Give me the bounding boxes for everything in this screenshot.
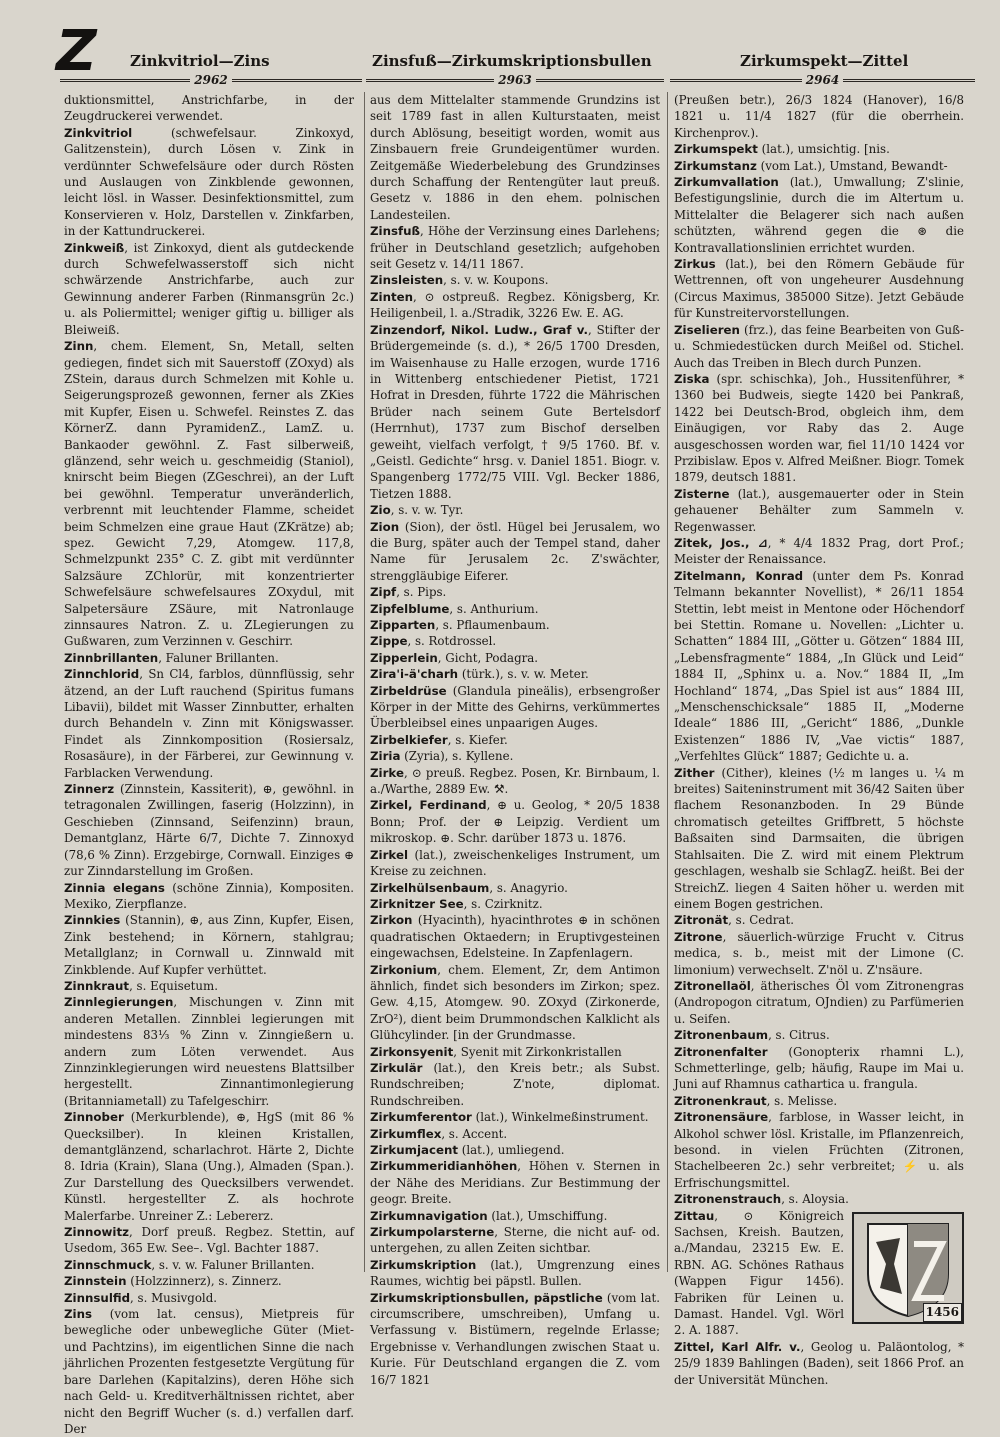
page-number-rule-left — [60, 72, 362, 88]
entry-keyword: Zirkumskriptionsbullen, päpstliche — [370, 1290, 603, 1305]
entry-text: , s. Melisse. — [766, 1093, 838, 1108]
entry-text: , s. v. w. Koupons. — [443, 273, 549, 288]
entry-text: , Dorf preuß. Regbez. Stettin, auf Usedom, 365 Ew. See–. Vgl. Bachter 1887. — [64, 1225, 354, 1256]
entry-text: , s. Anthurium. — [449, 601, 539, 616]
entry-text: (vom Lat.), Umstand, Bewandt- — [756, 158, 948, 173]
dictionary-entry — [64, 1290, 354, 1306]
entry-text: , Gicht, Podagra. — [437, 650, 539, 665]
entry-text: (Gonopterix rhamni L.), Schmetterlinge, gelb; häufig, Raupe im Mai u. Juni auf Rhamnus cathartica u. frangula. — [674, 1044, 964, 1092]
dictionary-entry — [64, 781, 354, 879]
dictionary-entry — [64, 1224, 354, 1257]
entry-keyword: Zirkelhülsenbaum — [370, 880, 490, 895]
entry-text: (Cither), kleines (½ m langes u. ¼ m breites) Saiteninstrument mit 36/42 Saiten über flachem Resonanzboden. In 29 Bünde chromatisch geteiltes Griffbrett, 5 höchste Baßsaiten sind Darmsaiten, die übrigen Stahlsaiten. Die Z. wird mit einem Plektrum geschlagen, weshalb sie SchlagZ. heißt. Bei der StreichZ. liegen 4 Saiten höher u. werden mit einem Bogen gestrichen. — [674, 765, 964, 911]
figure-number: 1456 — [923, 1303, 962, 1321]
entry-text: , s. Equisetum. — [129, 978, 218, 993]
entry-keyword: Zitronenkraut — [674, 1093, 767, 1108]
dictionary-entry — [674, 1339, 964, 1388]
entry-text: (lat.), Winkelmeßinstrument. — [471, 1110, 649, 1125]
dictionary-entry — [64, 1273, 354, 1289]
entry-text: , s. Pflaumenbaum. — [435, 618, 550, 632]
entry-keyword: Zirkumskription — [370, 1257, 477, 1272]
entry-text: , Höhen v. Sternen in der Nähe des Meridians. Zur Bestimmung der geogr. Breite. — [370, 1159, 660, 1207]
dictionary-entry — [64, 912, 354, 978]
dictionary-entry — [370, 633, 660, 649]
entry-text: (lat.), Umwallung; Z'slinie, Befestigungslinie, durch die im Altertum u. Mittelalter die Belagerer sich nach außen schützten, während gegen die ⊛ die Kontravallationslinien errichtet wurden. — [674, 175, 964, 255]
entry-keyword: Zitrone — [674, 929, 723, 944]
dictionary-entry — [370, 748, 660, 764]
entry-keyword: Ziska — [674, 371, 710, 386]
entry-text: (Merkurblende), ⊕, HgS (mit 86 % Quecksilber). In kleinen Kristallen, demantglänzend, scharlachrot. Härte 2, Dichte 8. Idria (Krain), Slana (Ung.), Almaden (Span.). Zur Darstellung des Quecksilbers verwendet. Künstl. hergestellter Z. als hochrote Malerfarbe. Unreiner Z.: Lebererz. — [64, 1110, 354, 1223]
entry-keyword: Zitronenstrauch — [674, 1192, 782, 1207]
dictionary-entry — [674, 1191, 964, 1207]
entry-text: (unter dem Ps. Konrad Telmann bekannter Novellist), * 26/11 1854 Stettin, lebt meist in Mentone oder Höchendorf bei Stettin. Romane u. Novellen: „Lichter u. Schatten“ 1884 III, „Götter u. Götzen“ 1884 III, „Lebensfragmente“ 1884, „In Glück und Leid“ 1884 II, „Sphinx u. a. Nov.“ 1884 II, „Im Hochland“ 1874, „Das Spiel ist aus“ 1884 III, „Menschenschicksale“ 1885 II, „Moderne Ideale“ 1886 III, „Gericht“ 1886, „Dunkle Existenzen“ 1886 IV, „Vae victis“ 1887, „Verfehltes Glück“ 1887; Gedichte u. a. — [674, 568, 964, 764]
entry-keyword: Zirkumstanz — [674, 158, 757, 173]
dictionary-entry — [674, 174, 964, 256]
dictionary-entry — [370, 1060, 660, 1109]
entry-text: , ätherisches Öl vom Zitronengras (Andropogon citratum, OJndien) zu Parfümerien u. Seifen. — [674, 978, 964, 1026]
dictionary-entry — [370, 289, 660, 322]
entry-keyword: Zinnstein — [64, 1274, 127, 1289]
page-number-left: 2962 — [194, 73, 228, 87]
entry-keyword: Zitronensäure — [674, 1110, 769, 1125]
entry-text: , * 4/4 1832 Prag, dort Prof.; Meister der Renaissance. — [674, 535, 964, 567]
entry-keyword: Zitronellaöl — [674, 978, 751, 993]
entry-text: , s. v. w. Tyr. — [390, 503, 464, 518]
entry-keyword: Zirkonium — [370, 962, 438, 977]
dictionary-entry — [674, 1093, 964, 1109]
entry-keyword: Zirkumpolarsterne — [370, 1225, 495, 1240]
entry-keyword: Zirkumjacent — [370, 1143, 458, 1157]
entry-keyword: Zirbeldrüse — [370, 683, 447, 698]
dictionary-entry — [370, 912, 660, 961]
entry-keyword: Ziria — [370, 749, 401, 764]
dictionary-entry — [370, 223, 660, 272]
header-left: Zinkvitriol—Zins — [130, 52, 270, 70]
dictionary-entry — [64, 338, 354, 650]
dictionary-entry — [64, 240, 354, 338]
entry-keyword: Zinnlegierungen — [64, 995, 174, 1010]
entry-text: aus dem Mittelalter stammende Grundzins ist seit 1789 fast in allen Kulturstaaten, meist durch Ablösung, beseitigt worden, womit aus Zinsbauern freie Grundeigentümer wurden. Zeitgemäße Wiederbelebung des Grundzinses durch Schaffung der Rentengüter laut preuß. Gesetz v. 1886 in den ehem. polnischen Landesteilen. — [370, 93, 660, 222]
entry-keyword: Zinnschmuck — [64, 1257, 152, 1272]
dictionary-entry — [674, 256, 964, 322]
entry-text: , Geolog u. Paläontolog, * 25/9 1839 Bahlingen (Baden), seit 1866 Prof. an der Universität München. — [674, 1339, 964, 1387]
dictionary-entry — [370, 272, 660, 288]
entry-text: , Mischungen v. Zinn mit anderen Metallen. Zinnblei legierungen mit mindestens 83⅓ % Zinn v. Zinngießern u. andern zum Löten verwendet. Aus Zinnzinklegierungen wird neuestens Blattsilber hergestellt. Zinnantimonlegierung (Britanniametall) zu Tafelgeschirr. — [64, 995, 354, 1108]
entry-text: (vom lat. census), Mietpreis für bewegliche oder unbewegliche Güter (Miet- und Pachtzins), im eigentlichen Sinne die nach jährlichen Prozenten festgesetzte Vergütung für bare Darlehen (Kapitalzins), deren Höhe sich nach Geld- u. Kreditverhältnissen richtet, aber nicht den Begriff Wucher (s. d.) verfallen darf. Der — [64, 1307, 354, 1436]
entry-text: (vom lat. circumscribere, umschreiben), Umfang u. Verfassung v. Bistümern, regelnde Erlasse; Ergebnisse v. Verhandlungen zwischen Staat u. Kurie. Für Deutschland ergangen die Z. vom 16/7 1821 — [370, 1290, 660, 1387]
entry-text: (Zinnstein, Kassiterit), ⊕, gewöhnl. in tetragonalen Zwillingen, faserig (Holzzinn), in Geschieben (Zinnsand, Seifenzinn) braun, Demantglanz, Härte 6/7, Dichte 7. Zinnoxyd (78,6 % Zinn). Erzgebirge, Cornwall. Einziges ⊕ zur Zinndarstellung im Großen. — [64, 782, 354, 879]
entry-text: , s. Rotdrossel. — [407, 634, 497, 649]
entry-text: , Faluner Brillanten. — [158, 650, 279, 665]
dictionary-entry — [370, 617, 660, 633]
header-middle: Zinsfuß—Zirkumskriptionsbullen — [372, 52, 652, 70]
dictionary-entry — [370, 1224, 660, 1257]
entry-keyword: Zirke — [370, 765, 404, 780]
entry-text: , Syenit mit Zirkonkristallen — [453, 1044, 622, 1059]
entry-keyword: Zirkumvallation — [674, 175, 779, 190]
column-divider — [667, 92, 668, 1272]
dictionary-entry — [64, 1306, 354, 1437]
entry-keyword: Zirkummeridianhöhen — [370, 1159, 518, 1174]
dictionary-entry — [370, 1142, 660, 1158]
entry-text: , Sn Cl4, farblos, dünnflüssig, sehr ätzend, an der Luft rauchend (Spiritus fumans Libavii), bildet mit Wasser Zinnbutter, erhalten durch Behandeln v. Zinn mit Königswasser. Findet als Zinnkomposition (Rosiersalz, Rosasäure), in der Färberei, zur Gewinnung v. Farblacken Verwendung. — [64, 667, 354, 780]
entry-keyword: Zira'i-ä'charh — [370, 667, 459, 682]
dictionary-entry — [370, 601, 660, 617]
column-right — [674, 92, 964, 1387]
entry-keyword: Zipperlein — [370, 650, 438, 665]
entry-text: , s. Kiefer. — [447, 732, 508, 747]
entry-keyword: Zither — [674, 765, 715, 780]
entry-text: , s. Citrus. — [768, 1028, 830, 1043]
entry-keyword: Zinn — [64, 339, 94, 354]
column-divider — [364, 92, 365, 1272]
dictionary-entry — [674, 1044, 964, 1093]
dictionary-entry — [370, 1158, 660, 1207]
entry-text: (Preußen betr.), 26/3 1824 (Hanover), 16/8 1821 u. 11/4 1827 (für die oberrhein. Kirchenprov.). — [674, 93, 964, 140]
dictionary-entry — [370, 519, 660, 585]
entry-keyword: Zinkvitriol — [64, 125, 133, 140]
entry-text: (frz.), das feine Bearbeiten von Guß- u. Schmiedestücken durch Meißel od. Stichel. Auch das Treiben in Blech durch Punzen. — [674, 322, 964, 370]
entry-text: (Zyria), s. Kyllene. — [400, 749, 514, 764]
dictionary-entry — [370, 1208, 660, 1224]
column-middle — [370, 92, 661, 1387]
page-number-rule-middle — [366, 72, 664, 88]
entry-text: , chem. Element, Zr, dem Antimon ähnlich, findet sich besonders im Zirkon; spez. Gew. 4,15, Atomgew. 90. ZOxyd (Zirkonerde, ZrO²), dient beim Drummondschen Kalklicht als Glühcylinder. [in der Grundmasse. — [370, 962, 660, 1043]
entry-keyword: Zirkel — [370, 847, 408, 862]
dictionary-entry — [674, 765, 964, 913]
dictionary-entry — [674, 912, 964, 928]
dictionary-entry — [370, 322, 660, 502]
dictionary-entry — [674, 158, 964, 174]
entry-text: , s. Pips. — [396, 585, 447, 600]
entry-keyword: Zipf — [370, 585, 397, 600]
entry-text: (lat.), bei den Römern Gebäude für Wettrennen, oft von ungeheurer Ausdehnung (Circus Maximus, 385000 Sitze). Jetzt Gebäude für Kunstreitervorstellungen. — [674, 257, 964, 321]
dictionary-entry — [64, 1109, 354, 1224]
entry-text: (Glandula pineälis), erbsengroßer Körper in der Mitte des Gehirns, verkümmertes Überbleibsel eines unpaarigen Auges. — [370, 683, 660, 731]
entry-keyword: Zirbelkiefer — [370, 732, 448, 747]
entry-text: , Stifter der Brüdergemeinde (s. d.), * 26/5 1700 Dresden, im Waisenhause zu Halle erzogen, wurde 1716 in Wittenberg entschiedener Pietist, 1721 Hofrat in Dresden, führte 1722 die Mährischen Brüder nach seinem Gute Bertelsdorf (Herrnhut), 1737 zum Bischof derselben geweiht, vielfach verfolgt, † 9/5 1760. Bf. v. „Geistl. Gedichte“ hrsg. v. Daniel 1851. Biogr. v. Spangenberg 1772/75 VIII. Vgl. Becker 1886, Tietzen 1888. — [370, 322, 660, 501]
entry-text: , s. Accent. — [441, 1126, 508, 1141]
entry-keyword: Zinnowitz — [64, 1225, 129, 1240]
dictionary-entry — [64, 666, 354, 781]
entry-text: , chem. Element, Sn, Metall, selten gediegen, findet sich mit Sauerstoff (ZOxyd) als ZStein, daraus durch Schmelzen mit Kohle u. Seigerungsprozeß gewonnen, ferner als ZKies mit Kupfer, Eisen u. Schwefel. Reinstes Z. das KörnerZ. dann PyramidenZ., LamZ. u. Bankaoder gewöhnl. Z. Fast silberweiß, glänzend, sehr weich u. geschmeidig (Staniol), knirscht beim Biegen (ZGeschrei), an der Luft bei gewöhnl. Temperatur unveränderlich, verbrennt mit leuchtender Flamme, scheidet beim Schmelzen eine graue Haut (ZKrätze) ab; spez. Gewicht 7,29, Atomgew. 117,8, Schmelzpunkt 235° C. Z. gibt mit verdünnter Salzsäure ZChlorür, mit konzentrierter Schwefelsäure schwefelsaures ZOxydul, mit Salpetersäure ZSäure, mit Natronlauge zinnsaures Natron. Z. u. ZLegierungen zu Gußwaren, zum Verzinnen v. Geschirr. — [64, 339, 354, 649]
dictionary-entry — [370, 92, 660, 223]
entry-keyword: Zirkus — [674, 257, 716, 272]
dictionary-entry — [370, 1257, 660, 1290]
dictionary-entry — [674, 1208, 964, 1339]
entry-keyword: Zirkonsyenit — [370, 1044, 454, 1059]
section-letter: Z — [56, 19, 97, 84]
dictionary-entry — [674, 978, 964, 1027]
entry-text: , ist Zinkoxyd, dient als gutdeckende durch Schwefelwasserstoff sich nicht schwärzende Anstrichfarbe, auch zur Gewinnung anderer Farben (Rinmansgrün 2c.) u. als Poliermittel; weniger giftig u. billiger als Bleiweiß. — [64, 240, 354, 337]
entry-keyword: Zirkulär — [370, 1060, 423, 1075]
entry-keyword: Zinnkies — [64, 913, 121, 928]
entry-text: (lat.), Umschiffung. — [487, 1208, 608, 1223]
dictionary-entry — [674, 92, 964, 141]
dictionary-entry — [370, 880, 660, 896]
entry-keyword: Zitek, Jos., ⊿ — [674, 535, 768, 550]
dictionary-entry — [674, 1027, 964, 1043]
entry-keyword: Zittau — [674, 1208, 715, 1223]
dictionary-entry — [674, 929, 964, 978]
page-number-middle: 2963 — [498, 73, 532, 87]
entry-keyword: Zinnia elegans — [64, 880, 165, 895]
dictionary-entry — [64, 880, 354, 913]
coat-of-arms-figure — [852, 1212, 964, 1324]
entry-text: (lat.), umsichtig. [nis. — [757, 142, 890, 157]
entry-text: (lat.), umliegend. — [458, 1143, 565, 1157]
dictionary-entry — [370, 584, 660, 600]
entry-text: , ⊙ Königreich Sachsen, Kreish. Bautzen, a./Mandau, 23215 Ew. E. RBN. AG. Schönes Rathaus (Wappen Figur 1456). Fabriken für Leinen u. Damast. Handel. Vgl. Wörl 2. A. 1887. — [674, 1208, 844, 1338]
page-number-right: 2964 — [805, 73, 840, 87]
entry-text: , ⊙ preuß. Regbez. Posen, Kr. Birnbaum, l. a./Warthe, 2889 Ew. ⚒. — [370, 765, 660, 797]
entry-keyword: Zirknitzer See — [370, 896, 464, 911]
entry-keyword: Zirkon — [370, 913, 413, 928]
entry-text: (lat.), ausgemauerter oder in Stein gehauener Behälter zum Sammeln v. Regenwasser. — [674, 486, 964, 534]
column-left — [64, 92, 354, 1436]
dictionary-entry — [64, 994, 354, 1109]
dictionary-entry — [370, 1109, 660, 1125]
header-right: Zirkumspekt—Zittel — [740, 52, 909, 70]
entry-text: (lat.), den Kreis betr.; als Subst. Rundschreiben; Z'note, diplomat. Rundschreiben. — [370, 1060, 660, 1108]
entry-text: (Hyacinth), hyacinthrotes ⊕ in schönen quadratischen Oktaedern; in Eruptivgesteinen eingewachsen, Edelsteine. In Zapfenlagern. — [370, 913, 660, 961]
dictionary-entry — [370, 962, 660, 1044]
dictionary-entry — [370, 1290, 660, 1388]
entry-keyword: Zitronenbaum — [674, 1028, 769, 1043]
dictionary-entry — [64, 650, 354, 666]
entry-keyword: Zipparten — [370, 618, 436, 632]
entry-keyword: Zins — [64, 1307, 93, 1322]
entry-keyword: Zirkumnavigation — [370, 1208, 488, 1223]
entry-keyword: Zinten — [370, 289, 414, 304]
entry-text: (schwefelsaur. Zinkoxyd, Galitzenstein), durch Lösen v. Zink in verdünnter Schwefelsäure oder durch Rösten und Auslaugen von Zinkblende gewonnen, leicht lösl. in Wasser. Desinfektionsmittel, zum Konservieren v. Holz, Darstellen v. Zinkfarben, in der Kattundruckerei. — [64, 125, 354, 239]
entry-keyword: Zinnsulfid — [64, 1290, 131, 1305]
dictionary-entry — [370, 666, 660, 682]
dictionary-entry — [64, 125, 354, 240]
dictionary-entry — [674, 1109, 964, 1191]
dictionary-entry — [370, 896, 660, 912]
entry-keyword: Zirkumflex — [370, 1126, 442, 1141]
entry-keyword: Zinsleisten — [370, 273, 444, 288]
entry-text: , s. v. w. Faluner Brillanten. — [151, 1257, 315, 1272]
entry-text: (Holzzinnerz), s. Zinnerz. — [126, 1274, 282, 1289]
entry-keyword: Zinnober — [64, 1110, 124, 1125]
entry-keyword: Zittel, Karl Alfr. v. — [674, 1339, 801, 1354]
dictionary-entry — [64, 1257, 354, 1273]
entry-keyword: Zinzendorf, Nikol. Ludw., Graf v. — [370, 322, 588, 337]
entry-text: (lat.), Umgrenzung eines Raumes, wichtig bei päpstl. Bullen. — [370, 1257, 660, 1289]
entry-text: , ⊕ u. Geolog, * 20/5 1838 Bonn; Prof. der ⊕ Leipzig. Verdient um mikroskop. ⊕. Schr. darüber 1873 u. 1876. — [370, 798, 661, 846]
entry-text: (Stannin), ⊕, aus Zinn, Kupfer, Eisen, Zink bestehend; in Körnern, stahlgrau; Metallglanz; in Cornwall u. Zinnwald mit Zinkblende. Auf Kupfer verhüttet. — [64, 913, 354, 977]
entry-keyword: Zinsfuß — [370, 224, 421, 239]
entry-keyword: Zirkumferentor — [370, 1110, 472, 1125]
entry-text: (schöne Zinnia), Kompositen. Mexiko, Zierpflanze. — [64, 880, 354, 911]
entry-text: , Sterne, die nicht auf- od. untergehen, zu allen Zeiten sichtbar. — [370, 1225, 660, 1256]
entry-text: , Höhe der Verzinsung eines Darlehens; früher in Deutschland gesetzlich; aufgehoben seit Gesetz v. 14/11 1867. — [370, 224, 660, 272]
entry-keyword: Zitronenfalter — [674, 1044, 768, 1059]
dictionary-entry — [370, 1044, 660, 1060]
dictionary-entry — [64, 978, 354, 994]
entry-keyword: Zion — [370, 519, 400, 534]
dictionary-entry — [64, 92, 354, 125]
dictionary-entry — [674, 322, 964, 371]
entry-keyword: Zinkweiß — [64, 240, 125, 255]
entry-text: , s. Czirknitz. — [463, 896, 543, 911]
dictionary-entry — [370, 502, 660, 518]
dictionary-entry — [370, 1126, 660, 1142]
entry-keyword: Zirkel, Ferdinand — [370, 798, 487, 813]
dictionary-entry — [674, 486, 964, 535]
entry-text: (Sion), der östl. Hügel bei Jerusalem, wo die Burg, später auch der Tempel stand, daher Name für Jerusalem 2c. Z'swächter, strenggläubige Eiferer. — [370, 519, 660, 583]
entry-keyword: Zinnkraut — [64, 978, 130, 993]
entry-text: , farblose, in Wasser leicht, in Alkohol schwer lösl. Kristalle, im Pflanzenreich, besond. in vielen Früchten (Zitronen, Stachelbeeren 2c.) sehr verbreitet; ⚡ u. als Erfrischungsmittel. — [674, 1110, 964, 1190]
entry-text: , säuerlich-würzige Frucht v. Citrus medica, s. b., meist mit der Limone (C. limonium) verwechselt. Z'nöl u. Z'nsäure. — [674, 929, 964, 977]
entry-text: , s. Anagyrio. — [489, 880, 568, 895]
dictionary-entry — [370, 847, 660, 880]
entry-text: (spr. schischka), Joh., Hussitenführer, * 1360 bei Budweis, siegte 1420 bei Pankraß, 1422 bei Deutsch-Brod, obgleich ihm, dem Einäugigen, vor Raby das 2. Auge ausgeschossen worden war, fiel 11/10 1424 vor Przibislaw. Epos v. Alfred Meißner. Biogr. Tomek 1879, deutsch 1881. — [674, 371, 964, 485]
dictionary-entry — [674, 535, 964, 568]
dictionary-entry — [674, 141, 964, 157]
entry-keyword: Zitronät — [674, 913, 729, 928]
entry-text: (lat.), zweischenkeliges Instrument, um Kreise zu zeichnen. — [370, 847, 660, 879]
dictionary-entry — [674, 568, 964, 765]
entry-keyword: Zinnerz — [64, 782, 115, 797]
entry-text: , s. Aloysia. — [781, 1192, 849, 1207]
dictionary-entry — [370, 732, 660, 748]
dictionary-entry — [370, 650, 660, 666]
entry-text: , s. Musivgold. — [130, 1290, 217, 1305]
page-number-rule-right — [670, 72, 975, 88]
entry-keyword: Zirkumspekt — [674, 142, 758, 157]
entry-text: (türk.), s. v. w. Meter. — [458, 667, 589, 682]
dictionary-entry — [370, 765, 660, 798]
entry-keyword: Ziselieren — [674, 322, 740, 337]
entry-text: , ⊙ ostpreuß. Regbez. Königsberg, Kr. Heiligenbeil, l. a./Stradik, 3226 Ew. E. AG. — [370, 289, 660, 321]
entry-keyword: Zipfelblume — [370, 601, 450, 616]
dictionary-entry — [370, 797, 660, 846]
entry-keyword: Zisterne — [674, 486, 730, 501]
entry-text: , s. Cedrat. — [728, 913, 794, 928]
entry-keyword: Zitelmann, Konrad — [674, 568, 804, 583]
dictionary-entry — [674, 371, 964, 486]
entry-keyword: Zippe — [370, 634, 408, 649]
entry-keyword: Zinnbrillanten — [64, 650, 159, 665]
entry-text: duktionsmittel, Anstrichfarbe, in der Zeugdruckerei verwendet. — [64, 93, 354, 124]
entry-keyword: Zinnchlorid — [64, 667, 140, 682]
entry-keyword: Zio — [370, 503, 391, 518]
dictionary-entry — [370, 683, 660, 732]
